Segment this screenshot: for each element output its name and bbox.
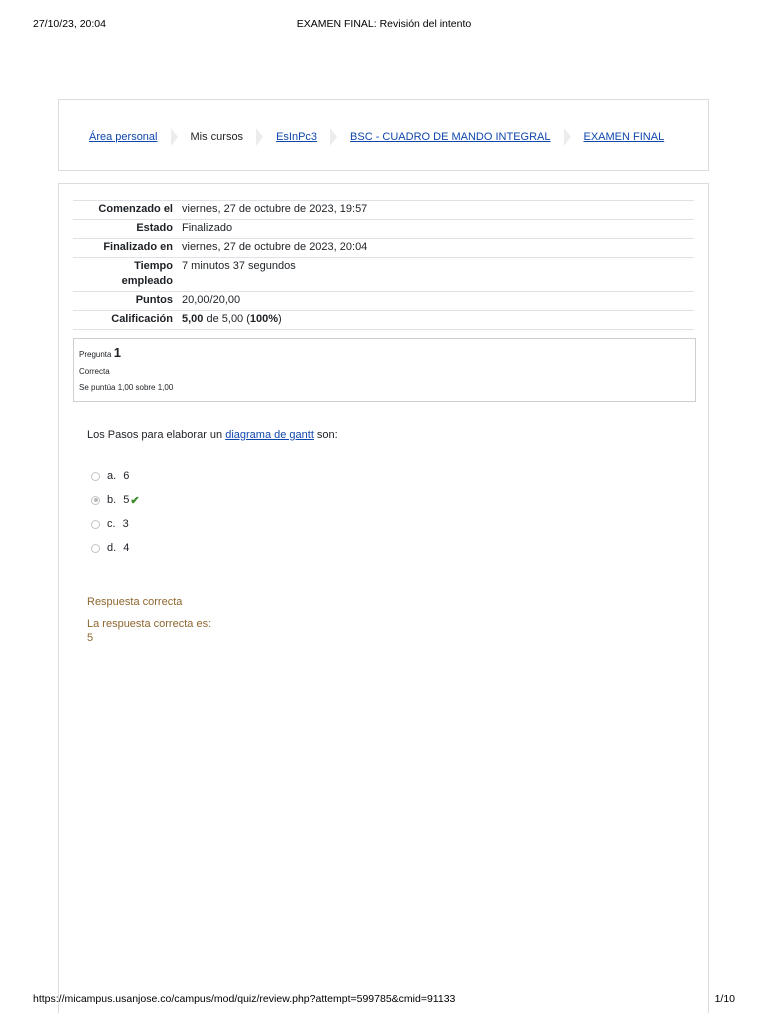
radio-button[interactable] [91,472,100,481]
print-datetime: 27/10/23, 20:04 [33,18,106,30]
radio-button[interactable] [91,544,100,553]
question-number-value: 1 [113,345,121,360]
summary-value: viernes, 27 de octubre de 2023, 20:04 [177,239,694,258]
breadcrumb-esinpc3[interactable]: EsInPc3 [276,131,318,143]
summary-label: Comenzado el [73,201,177,220]
answer-list [91,464,140,560]
summary-value: viernes, 27 de octubre de 2023, 19:57 [177,201,694,220]
answer-option-d [91,536,140,560]
feedback-title: Respuesta correcta [87,596,183,608]
breadcrumb [89,128,664,146]
breadcrumb-card [58,99,709,171]
answer-value: 5 [123,494,130,506]
summary-label: Calificación [73,311,177,330]
print-url: https://micampus.usanjose.co/campus/mod/quiz/review.php?attempt=599785&cmid=91133 [33,993,456,1005]
summary-label: Estado [73,220,177,239]
answer-letter: d. [107,542,117,554]
summary-row-time [73,258,694,292]
breadcrumb-separator [330,128,337,146]
summary-label [73,258,177,292]
answer-letter: a. [107,470,117,482]
summary-label-line: empleado [121,275,173,287]
answer-value: 6 [123,470,130,482]
print-header [33,18,735,32]
question-score: Se puntúa 1,00 sobre 1,00 [79,383,174,392]
correct-check-icon: ✔ [130,494,140,507]
grade-close: ) [278,313,282,325]
quiz-review-card [58,183,709,1013]
grade-percent: 100% [249,313,279,325]
summary-row-grade [73,311,694,330]
question-status: Correcta [79,367,110,376]
print-title: EXAMEN FINAL: Revisión del intento [296,18,472,30]
print-page-number: 1/10 [714,993,735,1005]
grade-score: 5,00 [182,313,204,325]
summary-row-state [73,220,694,239]
summary-row-points [73,292,694,311]
breadcrumb-separator [564,128,571,146]
breadcrumb-exam[interactable]: EXAMEN FINAL [583,131,665,143]
glossary-link[interactable]: diagrama de gantt [225,429,314,441]
summary-label: Puntos [73,292,177,311]
summary-row-finished [73,239,694,258]
answer-letter: c. [107,518,116,530]
summary-label: Finalizado en [73,239,177,258]
answer-letter: b. [107,494,117,506]
breadcrumb-separator [256,128,263,146]
answer-option-a [91,464,140,488]
question-text-after: son: [313,429,338,441]
answer-option-b [91,488,140,512]
grade-rest: de 5,00 ( [203,313,250,325]
summary-value: 7 minutos 37 segundos [177,258,694,292]
summary-value [177,311,694,330]
breadcrumb-area-personal[interactable]: Área personal [89,131,158,143]
answer-value: 3 [122,518,129,530]
summary-value: 20,00/20,00 [177,292,694,311]
radio-button[interactable] [91,520,100,529]
breadcrumb-mis-cursos: Mis cursos [190,131,244,143]
breadcrumb-separator [171,128,178,146]
feedback-correct-label: La respuesta correcta es: [87,618,212,630]
question-feedback [87,595,211,645]
question-text-before: Los Pasos para elaborar un [87,429,226,441]
attempt-summary-table [73,200,694,330]
question-number [79,345,690,360]
summary-row-started [73,201,694,220]
question-info-box [73,338,696,402]
breadcrumb-course[interactable]: BSC - CUADRO DE MANDO INTEGRAL [350,131,551,143]
question-label: Pregunta [79,350,112,359]
feedback-correct-value: 5 [87,632,94,644]
summary-label-line: Tiempo [134,260,173,272]
summary-value: Finalizado [177,220,694,239]
radio-button-selected[interactable] [91,496,100,505]
print-footer [33,993,735,1007]
answer-value: 4 [123,542,130,554]
question-text [87,429,338,441]
answer-option-c [91,512,140,536]
